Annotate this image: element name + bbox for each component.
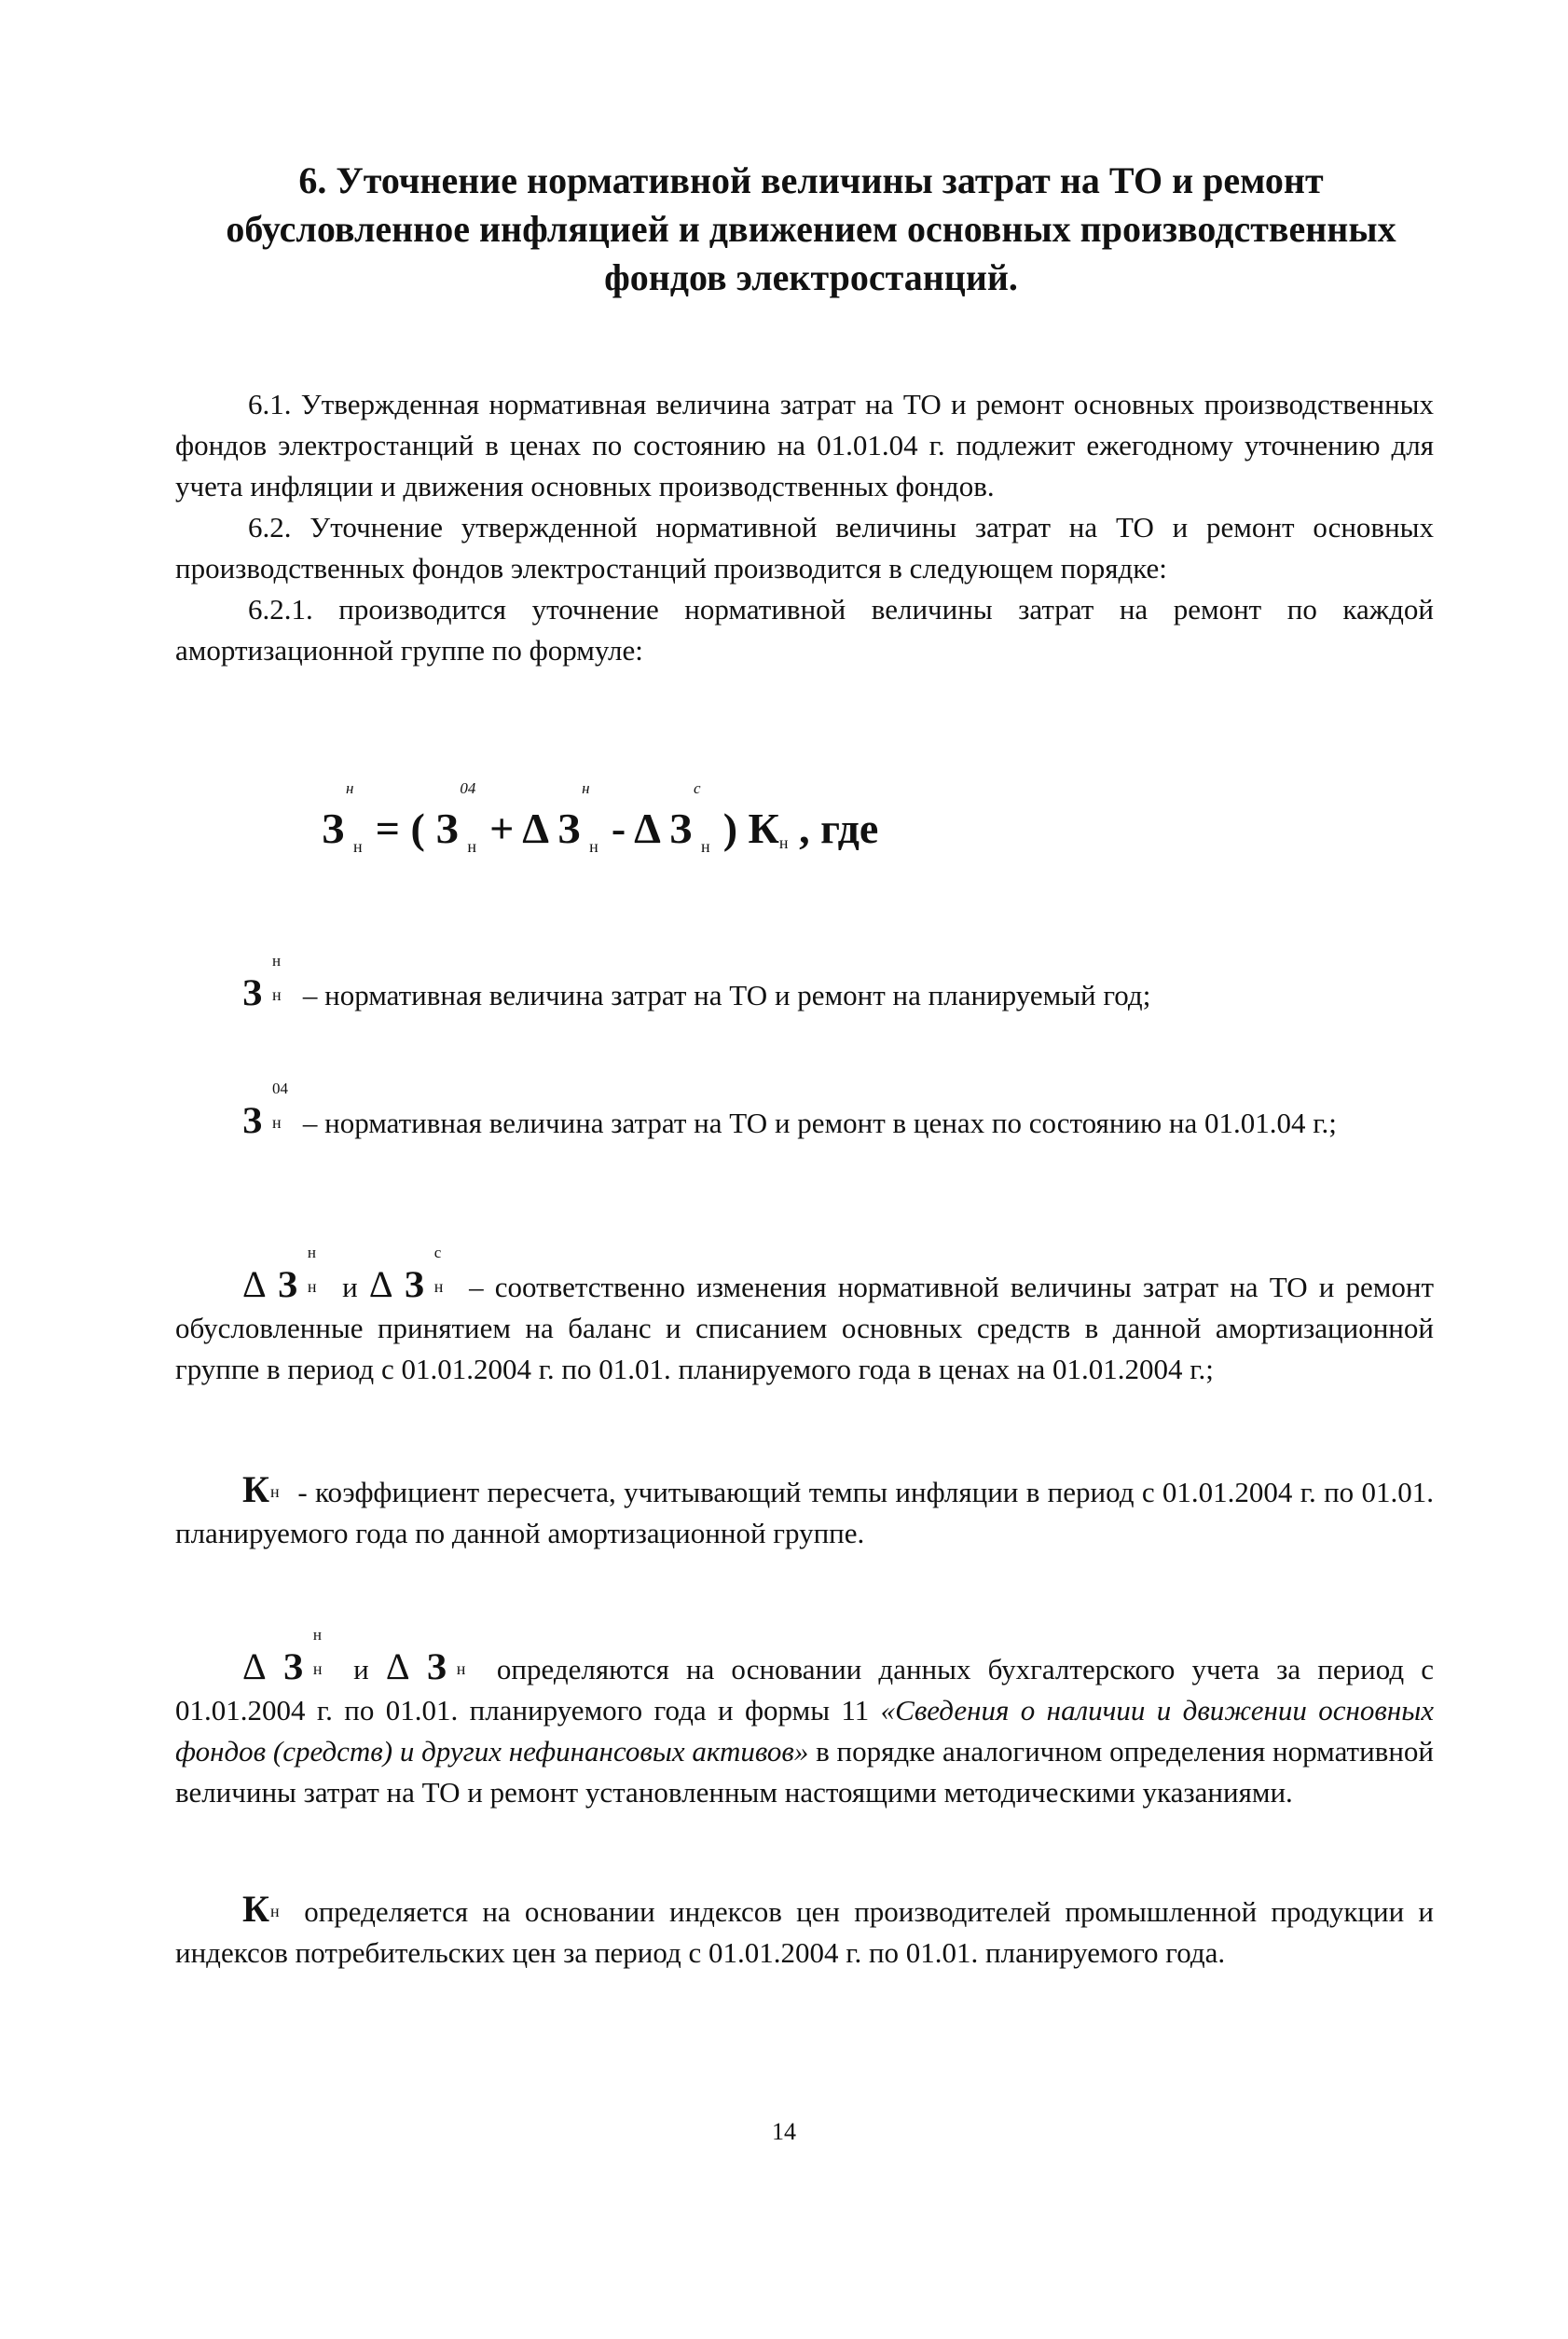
paragraph-6-1: 6.1. Утвержденная нормативная величина затрат на ТО и ремонт основных производственных фондов электростанций в ценах по состоянию на 01.01.04 г. подлежит ежегодному уточнению для учета инфляции и движения основных производственных фондов.	[175, 388, 1434, 502]
formula-term-dzc: З с н	[668, 779, 710, 856]
symbol-k-2: К н	[242, 1888, 280, 1930]
symbol-delta-zc: З с н	[404, 1244, 444, 1305]
formula-term-zn: З н н	[322, 779, 363, 856]
title-line-1: 6. Уточнение нормативной величины затрат на ТО и ремонт	[298, 159, 1324, 201]
section-title	[168, 157, 1454, 302]
page-number: 14	[772, 2118, 796, 2145]
paragraph-6-2-1: 6.2.1. производится уточнение нормативной величины затрат на ремонт по каждой амортизационной группе по формуле:	[175, 593, 1434, 667]
definition-sources: Δ З н н и Δ З н определяются на основании данных бухгалтерского учета за период с 01.01.2004 г. по 01.01. планируемого года и формы 11 «Сведения о наличии и движении основных фондов (средств) и других нефинансовых активов» в порядке аналогичном определения нормативной величины затрат на ТО и ремонт установленным настоящими методическими указаниями.	[175, 1626, 1434, 1809]
definition-z04: З 04 н – нормативная величина затрат на ТО и ремонт в ценах по состоянию на 01.01.04 г.;	[242, 1080, 1337, 1141]
symbol-zn: З н н	[242, 952, 282, 1013]
title-line-3: фондов электростанций.	[604, 256, 1018, 298]
paragraph-block	[175, 384, 1434, 671]
definition-k: К н - коэффициент пересчета, учитывающий темпы инфляции в период с 01.01.2004 г. по 01.01. планируемого года по данной амортизационной группе.	[175, 1468, 1434, 1549]
formula-term-z04: З 04 н	[435, 779, 476, 856]
symbol-k: К н	[242, 1468, 280, 1510]
formula: З н н = ( З 04 н + Δ З н н - Δ З с н ) Кн , где	[322, 779, 879, 856]
symbol-delta-zn-2: З н н	[282, 1626, 323, 1687]
symbol-z04: З 04 н	[242, 1080, 288, 1141]
definition-k-source: К н определяется на основании индексов цен производителей промышленной продукции и индексов потребительских цен за период с 01.01.2004 г. по 01.01. планируемого года.	[175, 1888, 1434, 1969]
symbol-delta-z-2: З н	[426, 1645, 466, 1687]
definition-zn: З н н – нормативная величина затрат на ТО и ремонт на планируемый год;	[242, 952, 1151, 1013]
definition-delta: Δ З н н и Δ З с н – соответственно изменения нормативной величины затрат на ТО и ремонт обусловленные принятием на баланс и списанием основных средств в данной амортизационной группе в период с 01.01.2004 г. по 01.01. планируемого года в ценах на 01.01.2004 г.;	[175, 1244, 1435, 1385]
title-line-2: обусловленное инфляцией и движением основных производственных	[226, 208, 1396, 250]
formula-term-dzn: З н н	[557, 779, 598, 856]
paragraph-6-2: 6.2. Уточнение утвержденной нормативной величины затрат на ТО и ремонт основных производственных фондов электростанций производится в следующем порядке:	[175, 511, 1434, 585]
form-11-title: «Сведения о наличии и движении основных фондов (средств) и других нефинансовых активов»	[175, 1694, 1434, 1768]
symbol-delta-zn: З н н	[277, 1244, 317, 1305]
